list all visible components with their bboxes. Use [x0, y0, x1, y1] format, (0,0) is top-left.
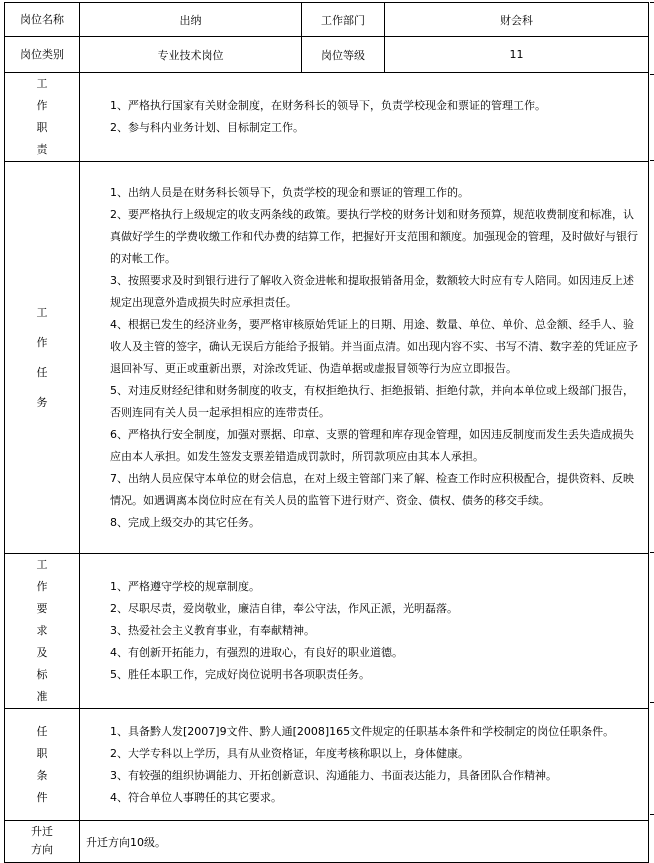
qualifications-label-text: 任职条件 [36, 724, 48, 804]
header-row-1 [5, 3, 649, 37]
requirements-label [5, 554, 80, 709]
task-item: 7、出纳人员应保守本单位的财会信息，在对上级主管部门来了解、检查工作时应积极配合，提供资料、反映情况。如遇调离本岗位时应在有关人员的监管下进行财产、资金、债权、债务的移交手续。 [110, 471, 634, 507]
job-description-table [4, 2, 649, 863]
tasks-content [80, 162, 649, 554]
duties-label-text: 工作职责 [36, 77, 48, 156]
task-item: 1、出纳人员是在财务科长领导下，负责学校的现金和票证的管理工作的。 [110, 185, 469, 199]
requirement-item: 3、热爱社会主义教育事业，有奉献精神。 [110, 624, 315, 637]
tasks-label-text: 工作任务 [36, 305, 48, 409]
qualifications-row [5, 709, 649, 821]
category-label: 岗位类别 [5, 37, 80, 73]
task-item: 4、根据已发生的经济业务，要严格审核原始凭证上的日期、用途、数量、单位、单价、总金额、经手人、验收人及主管的签字，确认无误后方能给予报销。并当面点清。如出现内容不实、书写不清、数字差的凭证应予退回补写、更正或重新出票，对涂改凭证、伪造单据或虚报冒领等行为应立即报告。 [110, 317, 638, 375]
position-name-value: 出纳 [80, 3, 302, 37]
task-item: 3、按照要求及时到银行进行了解收入资金进帐和提取报销备用金，数额较大时应有专人陪同。如因违反上述规定出现意外造成损失时应承担责任。 [110, 273, 634, 309]
task-item: 8、完成上级交办的其它任务。 [110, 515, 260, 529]
grade-value: 11 [385, 37, 649, 73]
task-item: 2、要严格执行上级规定的收支两条线的政策。要执行学校的财务计划和财务预算，规范收费制度和标准，认真做好学生的学费收缴工作和代办费的结算工作，把握好开支范围和额度。加强现金的管理，及时做好与银行的对帐工作。 [110, 207, 638, 265]
grade-label: 岗位等级 [302, 37, 385, 73]
tasks-label [5, 162, 80, 554]
promotion-value: 升迁方向10级。 [80, 821, 649, 863]
qualification-item: 4、符合单位人事聘任的其它要求。 [110, 790, 282, 804]
duty-item: 1、严格执行国家有关财金制度，在财务科长的领导下，负责学校现金和票证的管理工作。 [110, 99, 546, 112]
requirement-item: 5、胜任本职工作，完成好岗位说明书各项职责任务。 [110, 668, 370, 681]
margin-tick [650, 160, 654, 161]
duty-item: 2、参与科内业务计划、目标制定工作。 [110, 121, 304, 134]
promotion-row [5, 821, 649, 863]
department-value: 财会科 [385, 3, 649, 37]
tasks-row [5, 162, 649, 554]
margin-tick [650, 2, 654, 3]
requirement-item: 1、严格遵守学校的规章制度。 [110, 580, 260, 593]
job-description-form [4, 2, 648, 858]
margin-tick [650, 814, 654, 815]
category-value: 专业技术岗位 [80, 37, 302, 73]
qualification-item: 3、有较强的组织协调能力、开拓创新意识、沟通能力、书面表达能力，具备团队合作精神。 [110, 768, 557, 782]
margin-tick [650, 702, 654, 703]
margin-tick [650, 552, 654, 553]
requirements-label-text: 工作要求及标准 [36, 558, 48, 703]
promotion-label-text: 升迁方向 [31, 824, 53, 856]
requirements-content [80, 554, 649, 709]
task-item: 5、对违反财经纪律和财务制度的收支，有权拒绝执行、拒绝报销、拒绝付款，并向本单位或上级部门报告，否则连同有关人员一起承担相应的连带责任。 [110, 383, 634, 419]
department-label: 工作部门 [302, 3, 385, 37]
qualification-item: 2、大学专科以上学历，具有从业资格证，年度考核称职以上，身体健康。 [110, 746, 469, 760]
position-name-label: 岗位名称 [5, 3, 80, 37]
duties-content [80, 73, 649, 162]
duties-label [5, 73, 80, 162]
requirements-row [5, 554, 649, 709]
task-item: 6、严格执行安全制度，加强对票据、印章、支票的管理和库存现金管理，如因违反制度而发生丢失造成损失应由本人承担。如发生签发支票差错造成罚款时，所罚款项应由其本人承担。 [110, 427, 634, 463]
promotion-label [5, 821, 80, 863]
duties-row [5, 73, 649, 162]
requirement-item: 2、尽职尽责，爱岗敬业，廉洁自律，奉公守法，作风正派，光明磊落。 [110, 602, 458, 615]
requirement-item: 4、有创新开拓能力，有强烈的进取心，有良好的职业道德。 [110, 646, 403, 659]
qualifications-label [5, 709, 80, 821]
qualification-item: 1、具备黔人发[2007]9文件、黔人通[2008]165文件规定的任职基本条件和学校制定的岗位任职条件。 [110, 724, 615, 738]
qualifications-content [80, 709, 649, 821]
header-row-2 [5, 37, 649, 73]
margin-tick [650, 74, 654, 75]
